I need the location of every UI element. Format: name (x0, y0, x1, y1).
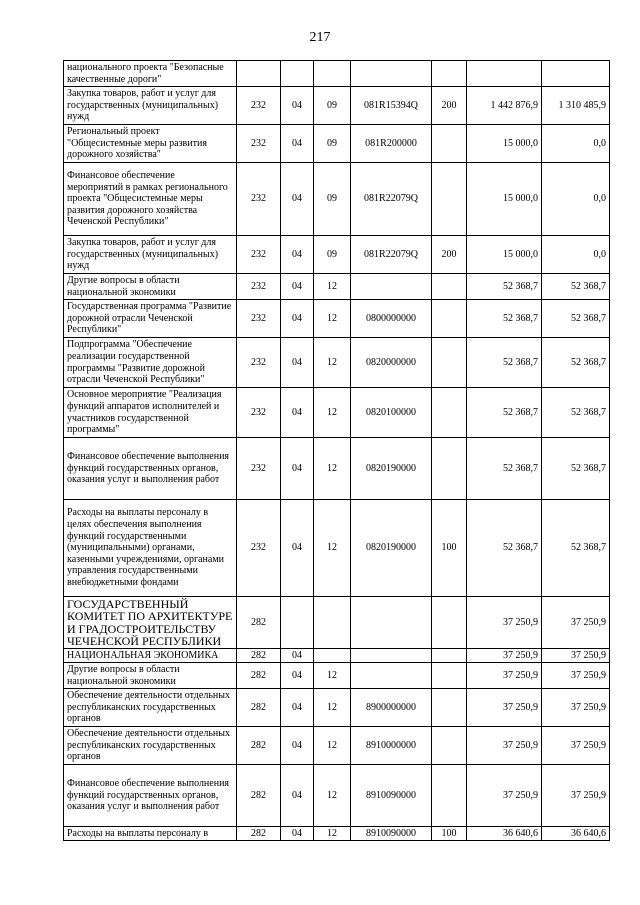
row-ved: 232 (237, 300, 281, 338)
row-name: Региональный проект "Общесистемные меры развития дорожного хозяйства" (64, 125, 237, 163)
row-sum2: 37 250,9 (542, 649, 610, 663)
page-number: 217 (309, 30, 331, 45)
row-sum2: 52 368,7 (542, 438, 610, 500)
row-rz: 04 (281, 236, 314, 274)
row-sum1: 1 442 876,9 (467, 87, 542, 125)
row-rz: 04 (281, 338, 314, 388)
row-rz: 04 (281, 827, 314, 841)
row-pr (314, 649, 351, 663)
row-pr: 12 (314, 689, 351, 727)
row-csr (351, 663, 432, 689)
row-name: Обеспечение деятельности отдельных республиканских государственных органов (64, 727, 237, 765)
row-vr (432, 338, 467, 388)
row-rz: 04 (281, 87, 314, 125)
row-ved: 232 (237, 388, 281, 438)
row-csr (351, 274, 432, 300)
row-ved: 282 (237, 649, 281, 663)
table-row (64, 765, 610, 827)
row-ved: 232 (237, 125, 281, 163)
row-ved: 232 (237, 87, 281, 125)
row-sum1: 36 640,6 (467, 827, 542, 841)
table-row (64, 61, 610, 87)
row-name: Государственная программа "Развитие дорожной отрасли Чеченской Республики" (64, 300, 237, 338)
row-pr: 09 (314, 163, 351, 236)
row-sum2: 37 250,9 (542, 727, 610, 765)
row-vr (432, 163, 467, 236)
row-sum2: 0,0 (542, 125, 610, 163)
row-pr: 12 (314, 663, 351, 689)
row-ved: 282 (237, 765, 281, 827)
row-csr: 8900000000 (351, 689, 432, 727)
row-rz: 04 (281, 125, 314, 163)
table-row (64, 163, 610, 236)
row-csr: 0800000000 (351, 300, 432, 338)
row-ved: 232 (237, 163, 281, 236)
row-sum2: 52 368,7 (542, 274, 610, 300)
row-vr: 200 (432, 236, 467, 274)
row-sum1: 52 368,7 (467, 274, 542, 300)
row-vr: 100 (432, 500, 467, 597)
row-pr: 09 (314, 125, 351, 163)
row-name: ГОСУДАРСТВЕННЫЙ КОМИТЕТ ПО АРХИТЕКТУРЕ И ГРАДОСТРОИТЕЛЬСТВУ ЧЕЧЕНСКОЙ РЕСПУБЛИКИ (64, 597, 237, 649)
row-sum1: 52 368,7 (467, 438, 542, 500)
budget-table (63, 60, 610, 841)
row-sum1: 52 368,7 (467, 500, 542, 597)
row-ved: 232 (237, 274, 281, 300)
row-name: Закупка товаров, работ и услуг для государственных (муниципальных) нужд (64, 236, 237, 274)
row-sum1: 52 368,7 (467, 338, 542, 388)
row-csr: 0820100000 (351, 388, 432, 438)
row-ved: 232 (237, 338, 281, 388)
row-sum2: 52 368,7 (542, 300, 610, 338)
row-vr (432, 689, 467, 727)
row-sum2: 52 368,7 (542, 338, 610, 388)
row-sum1 (467, 61, 542, 87)
row-rz: 04 (281, 500, 314, 597)
table-row (64, 689, 610, 727)
table-row (64, 236, 610, 274)
row-rz: 04 (281, 689, 314, 727)
row-sum1: 37 250,9 (467, 663, 542, 689)
row-csr: 081R22079Q (351, 163, 432, 236)
row-ved: 282 (237, 827, 281, 841)
row-pr (314, 61, 351, 87)
row-rz: 04 (281, 727, 314, 765)
row-ved (237, 61, 281, 87)
row-pr: 12 (314, 274, 351, 300)
row-name: Расходы на выплаты персоналу в (64, 827, 237, 841)
row-name: Финансовое обеспечение выполнения функций государственных органов, оказания услуг и выполнения работ (64, 438, 237, 500)
table-row (64, 388, 610, 438)
row-sum2: 37 250,9 (542, 663, 610, 689)
row-sum1: 52 368,7 (467, 300, 542, 338)
row-name: Обеспечение деятельности отдельных республиканских государственных органов (64, 689, 237, 727)
row-csr: 081R22079Q (351, 236, 432, 274)
row-rz: 04 (281, 388, 314, 438)
row-csr: 8910090000 (351, 827, 432, 841)
row-csr (351, 61, 432, 87)
row-csr (351, 649, 432, 663)
row-vr (432, 125, 467, 163)
table-row (64, 87, 610, 125)
row-name: Другие вопросы в области национальной экономики (64, 274, 237, 300)
row-ved: 232 (237, 236, 281, 274)
row-ved: 232 (237, 500, 281, 597)
row-pr (314, 597, 351, 649)
row-sum1: 37 250,9 (467, 727, 542, 765)
row-sum2: 0,0 (542, 163, 610, 236)
row-csr: 8910000000 (351, 727, 432, 765)
row-name: Основное мероприятие "Реализация функций аппаратов исполнителей и участников государственной программы" (64, 388, 237, 438)
row-pr: 12 (314, 338, 351, 388)
row-sum1: 15 000,0 (467, 236, 542, 274)
row-pr: 12 (314, 438, 351, 500)
row-vr: 200 (432, 87, 467, 125)
row-vr (432, 765, 467, 827)
row-pr: 12 (314, 388, 351, 438)
table-row (64, 827, 610, 841)
row-name: Финансовое обеспечение выполнения функций государственных органов, оказания услуг и выполнения работ (64, 765, 237, 827)
row-rz: 04 (281, 765, 314, 827)
row-rz: 04 (281, 274, 314, 300)
row-sum2: 37 250,9 (542, 765, 610, 827)
row-csr: 081R200000 (351, 125, 432, 163)
table-row (64, 125, 610, 163)
row-csr: 8910090000 (351, 765, 432, 827)
row-ved: 282 (237, 663, 281, 689)
row-rz: 04 (281, 663, 314, 689)
row-csr: 0820190000 (351, 500, 432, 597)
row-name: НАЦИОНАЛЬНАЯ ЭКОНОМИКА (64, 649, 237, 663)
row-sum1: 37 250,9 (467, 597, 542, 649)
row-name: Финансовое обеспечение мероприятий в рамках регионального проекта "Общесистемные меры развития дорожного хозяйства Чеченской Республики" (64, 163, 237, 236)
row-sum2: 37 250,9 (542, 597, 610, 649)
row-sum1: 15 000,0 (467, 125, 542, 163)
row-pr: 12 (314, 827, 351, 841)
row-sum2: 0,0 (542, 236, 610, 274)
table-row (64, 727, 610, 765)
row-ved: 282 (237, 727, 281, 765)
row-name: национального проекта "Безопасные качественные дороги" (64, 61, 237, 87)
table-row (64, 438, 610, 500)
row-ved: 282 (237, 597, 281, 649)
row-vr (432, 663, 467, 689)
row-sum2: 52 368,7 (542, 500, 610, 597)
row-pr: 12 (314, 300, 351, 338)
row-sum2: 36 640,6 (542, 827, 610, 841)
row-vr (432, 61, 467, 87)
row-sum1: 37 250,9 (467, 765, 542, 827)
row-vr (432, 727, 467, 765)
row-rz: 04 (281, 300, 314, 338)
row-csr: 081R15394Q (351, 87, 432, 125)
row-csr (351, 597, 432, 649)
row-sum2: 52 368,7 (542, 388, 610, 438)
row-name: Закупка товаров, работ и услуг для государственных (муниципальных) нужд (64, 87, 237, 125)
row-sum1: 37 250,9 (467, 689, 542, 727)
row-rz (281, 597, 314, 649)
row-vr (432, 274, 467, 300)
row-vr (432, 300, 467, 338)
table-row (64, 500, 610, 597)
row-name: Подпрограмма "Обеспечение реализации государственной программы "Развитие дорожной отрасли Чеченской Республики" (64, 338, 237, 388)
row-ved: 232 (237, 438, 281, 500)
row-rz (281, 61, 314, 87)
row-csr: 0820000000 (351, 338, 432, 388)
table-row (64, 274, 610, 300)
row-vr (432, 388, 467, 438)
table-row (64, 338, 610, 388)
row-rz: 04 (281, 438, 314, 500)
row-name: Расходы на выплаты персоналу в целях обеспечения выполнения функций государственными (муниципальными) органами, казенными учреждениями, органами управления государственными внебюджетными фондами (64, 500, 237, 597)
row-vr (432, 438, 467, 500)
row-ved: 282 (237, 689, 281, 727)
row-pr: 12 (314, 765, 351, 827)
row-rz: 04 (281, 649, 314, 663)
row-sum2: 1 310 485,9 (542, 87, 610, 125)
row-pr: 12 (314, 500, 351, 597)
row-sum1: 15 000,0 (467, 163, 542, 236)
row-sum1: 52 368,7 (467, 388, 542, 438)
row-rz: 04 (281, 163, 314, 236)
table-row (64, 663, 610, 689)
table-row (64, 649, 610, 663)
row-sum2: 37 250,9 (542, 689, 610, 727)
table-row (64, 300, 610, 338)
row-sum1: 37 250,9 (467, 649, 542, 663)
row-pr: 12 (314, 727, 351, 765)
row-sum2 (542, 61, 610, 87)
row-csr: 0820190000 (351, 438, 432, 500)
row-name: Другие вопросы в области национальной экономики (64, 663, 237, 689)
row-vr (432, 597, 467, 649)
row-pr: 09 (314, 87, 351, 125)
table-row (64, 597, 610, 649)
row-pr: 09 (314, 236, 351, 274)
row-vr: 100 (432, 827, 467, 841)
row-vr (432, 649, 467, 663)
